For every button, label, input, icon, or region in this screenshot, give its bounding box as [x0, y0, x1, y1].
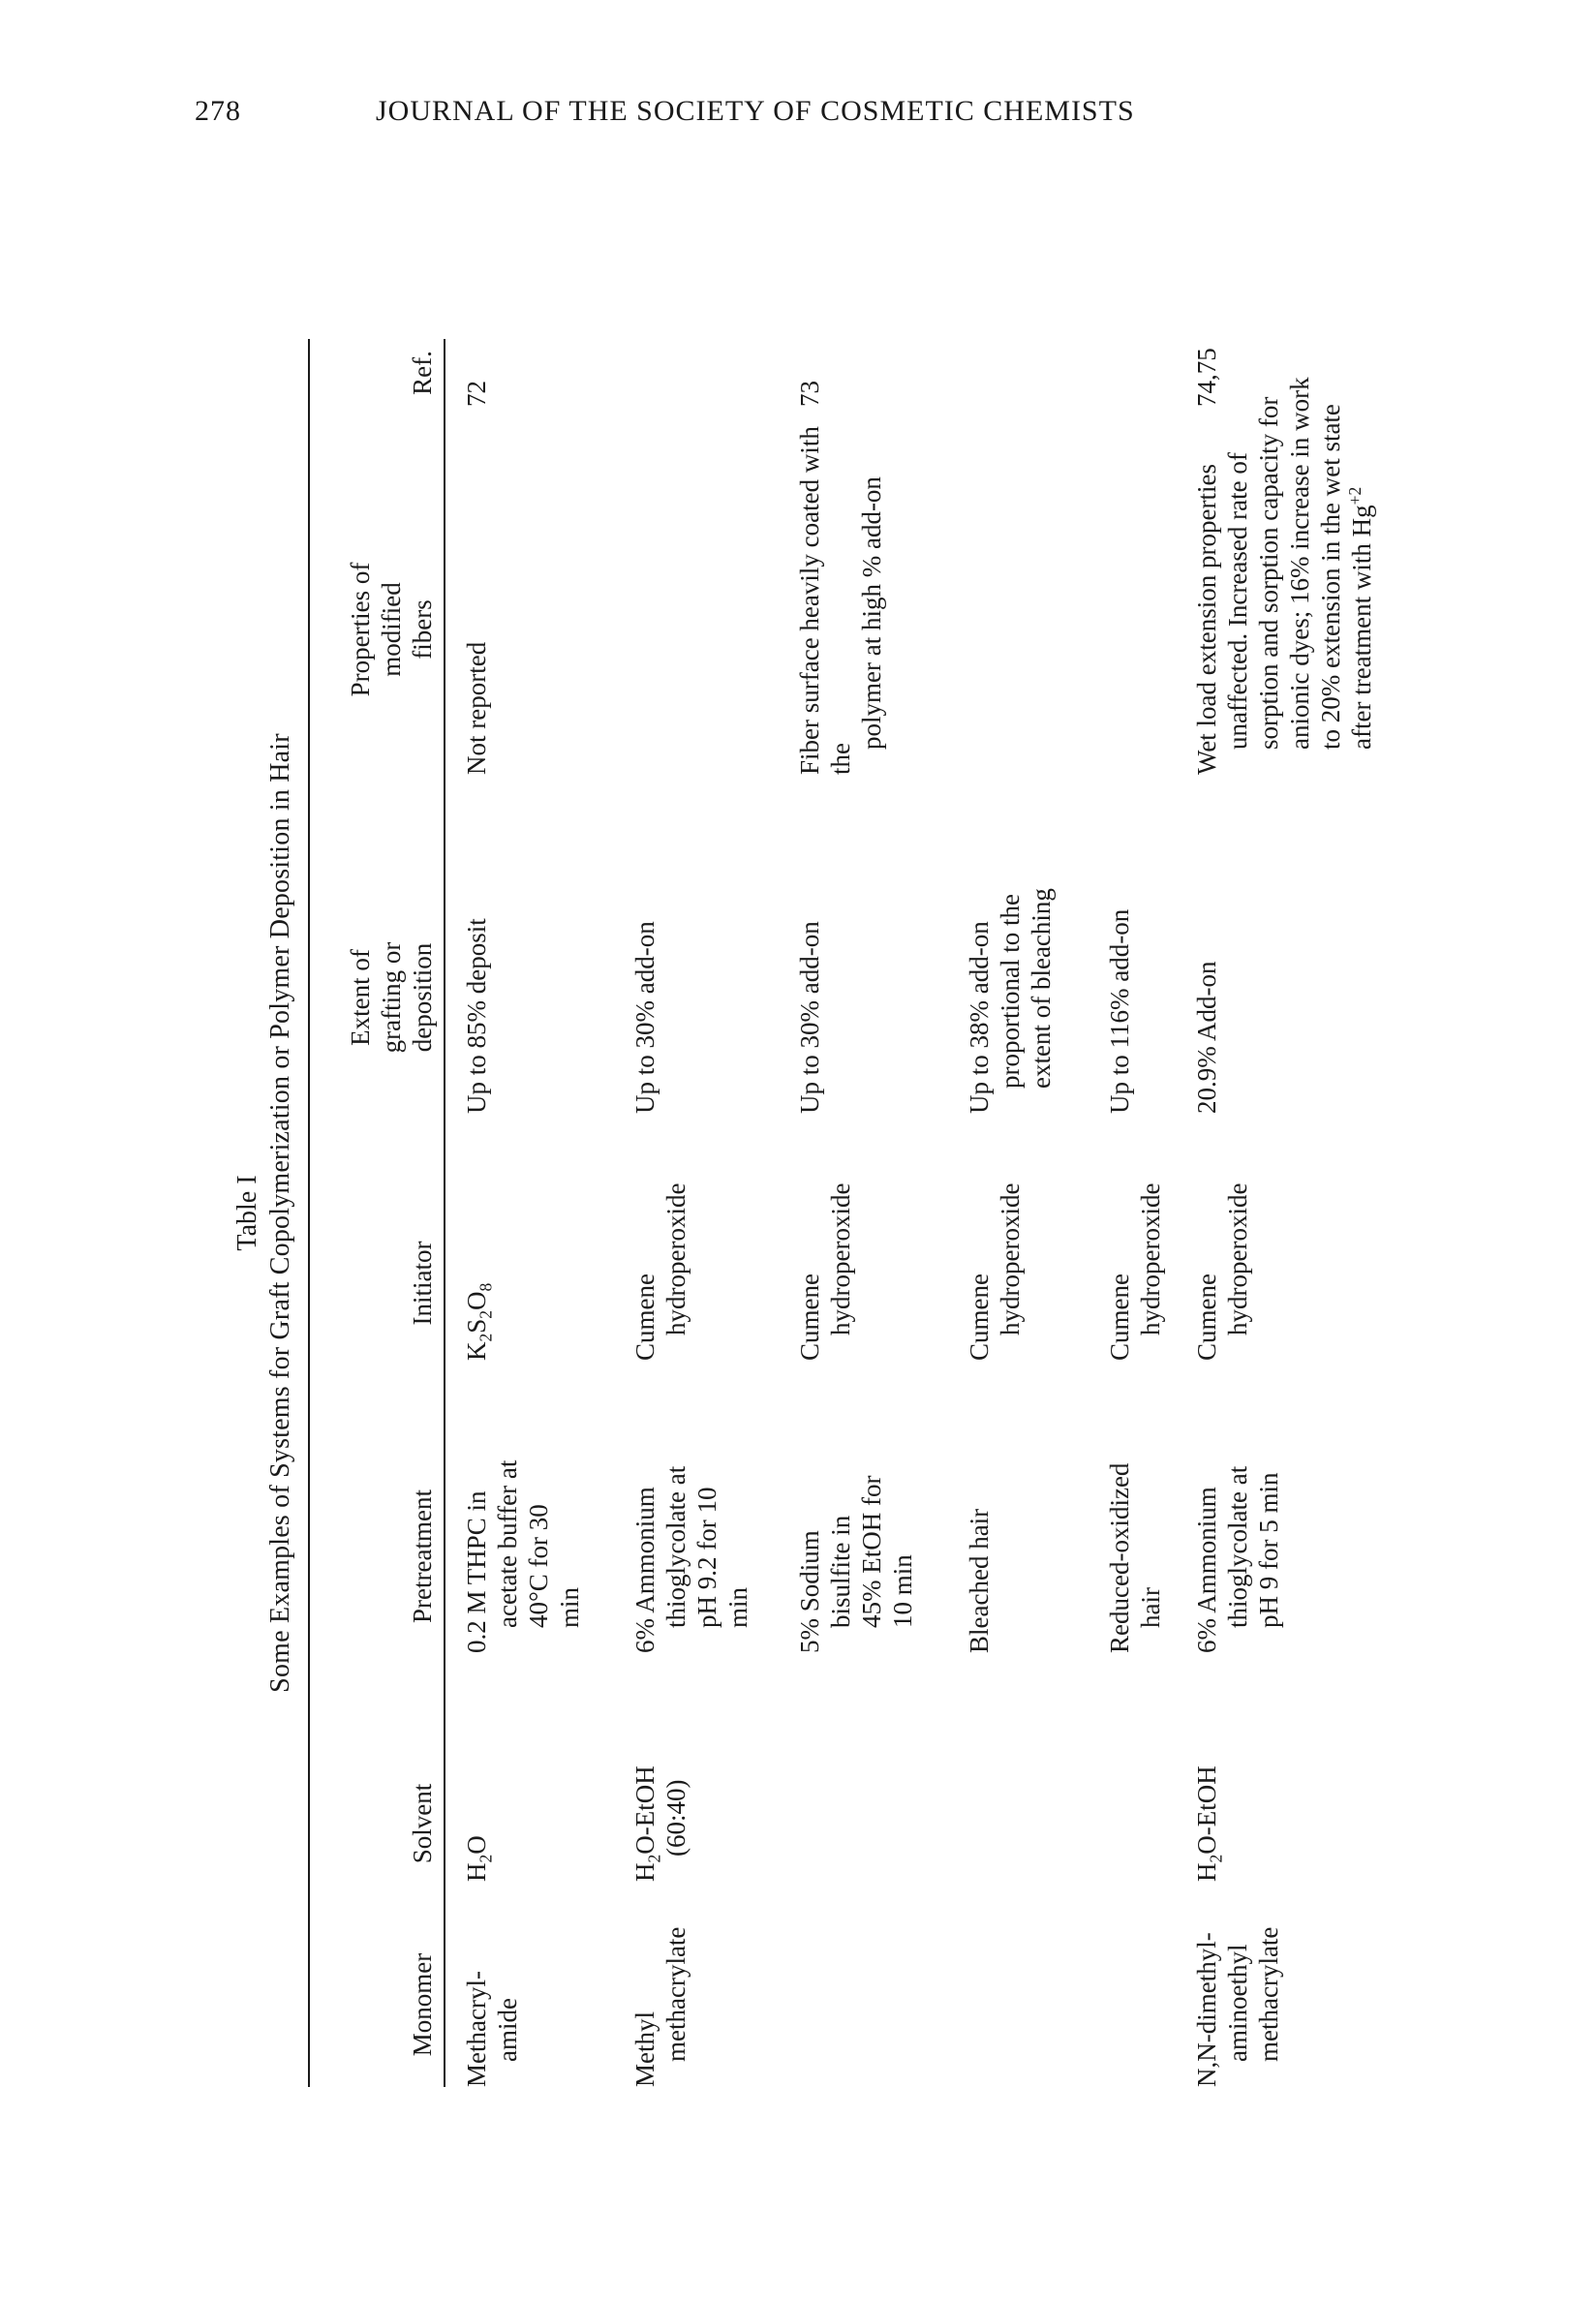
row4-pretreatment: Bleached hair — [965, 1508, 994, 1653]
row6-pretreatment: 6% Ammonium thioglycolate at pH 9 for 5 min — [1192, 1465, 1283, 1653]
row1-monomer: Methacryl- amide — [462, 1971, 522, 2087]
header-ref: Ref. — [408, 351, 437, 395]
row6-properties: Wet load extension properties unaffected. Increased rate of sorption and sorption capacity for anionic dyes; 16% increase in work to 20% extension in the wet state after treatment with $Hg^{+2}$ — [1192, 377, 1376, 775]
row2-initiator: Cumene hydroperoxide — [630, 1182, 691, 1361]
journal-title: JOURNAL OF THE SOCIETY OF COSMETIC CHEMISTS — [376, 95, 1135, 127]
row3-ref: 73 — [795, 381, 824, 407]
row1-pretreatment: 0.2 M THPC in acetate buffer at 40°C for 30 min — [462, 1459, 584, 1653]
table-caption: Some Examples of Systems for Graft Copolymerization or Polymer Deposition in Hair — [265, 733, 295, 1693]
header-properties: Properties of modified fibers — [346, 562, 437, 697]
table-top-rule — [308, 339, 310, 2087]
row3-pretreatment: 5% Sodium bisulfite in 45% EtOH for 10 min — [795, 1475, 917, 1653]
row6-extent: 20.9% Add-on — [1192, 961, 1221, 1114]
row3-extent: Up to 30% add-on — [795, 921, 824, 1114]
header-monomer: Monomer — [408, 1952, 437, 2057]
header-rule — [444, 339, 445, 2087]
page-number: 278 — [195, 95, 241, 127]
row2-pretreatment: 6% Ammonium thioglycolate at pH 9.2 for 10 min — [630, 1465, 752, 1653]
row1-solvent: $H_2O$ — [462, 1835, 496, 1882]
header-extent: Extent of grafting or deposition — [346, 941, 437, 1054]
row5-pretreatment: Reduced-oxidized hair — [1105, 1462, 1165, 1653]
row2-extent: Up to 30% add-on — [630, 921, 660, 1114]
row4-extent: Up to 38% add-on proportional to the extent of bleaching — [965, 888, 1056, 1114]
row1-properties: Not reported — [462, 641, 491, 775]
header-initiator: Initiator — [408, 1241, 437, 1326]
row1-initiator: $K_2S_2O_8$ — [462, 1282, 496, 1361]
row1-extent: Up to 85% deposit — [462, 918, 491, 1114]
row6-solvent: $H_2O$-EtOH — [1192, 1765, 1226, 1882]
row6-ref: 74,75 — [1192, 348, 1221, 407]
header-solvent: Solvent — [408, 1783, 437, 1864]
header-pretreatment: Pretreatment — [408, 1489, 437, 1623]
table-label: Table I — [232, 1175, 262, 1251]
rotated-table — [232, 92, 1376, 2087]
row1-ref: 72 — [462, 381, 491, 407]
row5-initiator: Cumene hydroperoxide — [1105, 1182, 1165, 1361]
row6-monomer: N,N-dimethyl- aminoethyl methacrylate — [1192, 1926, 1283, 2087]
row2-solvent: $H_2O$-EtOH (60:40) — [630, 1765, 691, 1882]
row5-extent: Up to 116% add-on — [1105, 908, 1134, 1114]
row3-initiator: Cumene hydroperoxide — [795, 1182, 855, 1361]
row2-monomer: Methyl methacrylate — [630, 1926, 691, 2087]
row3-properties: Fiber surface heavily coated with the polymer at high % add-on — [795, 426, 886, 775]
row4-initiator: Cumene hydroperoxide — [965, 1182, 1025, 1361]
row6-initiator: Cumene hydroperoxide — [1192, 1182, 1252, 1361]
